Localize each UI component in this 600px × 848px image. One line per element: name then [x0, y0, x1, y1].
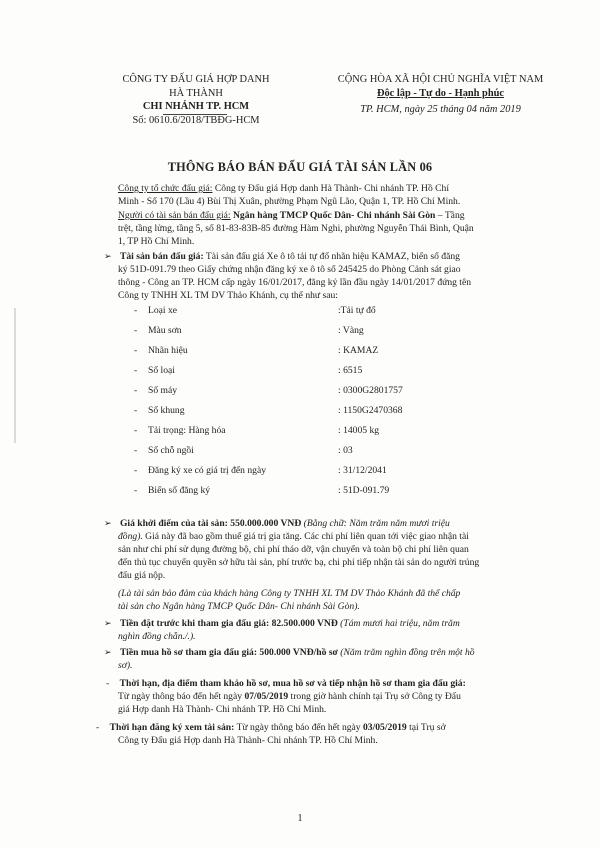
owner-label: Người có tài sản bán đấu giá: — [118, 210, 231, 221]
owner-line-1 — [118, 209, 465, 222]
price-line-5: đấu giá nộp. — [118, 570, 166, 581]
asset-line-4: Công ty TNHH XL TM DV Thảo Khánh, cụ thể như sau: — [118, 290, 338, 301]
price-line-4: đến thủ tục chuyển quyền sở hữu tài sản, phí trước bạ, chi phí tiếp nhận tài sản do người trúng — [118, 557, 480, 568]
note-line-2: tài sản cho Ngân hàng TMCP Quốc Dân- Chi nhánh Sài Gòn). — [118, 601, 360, 612]
timeframe-line-3: giá Hợp danh Hà Thành- Chi nhánh TP. Hồ Chí Minh. — [118, 704, 327, 715]
org-text: Công ty Đấu giá Hợp danh Hà Thành- Chi nhánh TP. Hồ Chí — [212, 183, 450, 194]
spec-value: : 6515 — [338, 365, 363, 376]
asset-line-3: thông - Công an TP. HCM cấp ngày 16/01/2017, đăng ký lần đầu ngày 14/01/2017 đứng tên — [118, 277, 472, 288]
owner-line-3: 1, TP Hồ Chí Minh. — [118, 236, 195, 247]
national-header — [318, 73, 563, 117]
arrow-bullet-icon: ➢ — [104, 648, 112, 658]
spec-list: - Loại xe :Tải tự đổ - Màu sơn : Vàng - Nhãn hiệu : KAMAZ - Số loại : 6515 - Số máy : 0300G2801757 - Số khung : 1150G2470368 - Tải trọng: Hàng hóa : 14005 kg - Số chỗ ngồi : 03 - Đăng ký xe có giá trị đến ngày : 31/12/2041 - Biển số đăng ký : 51D-091.79 — [134, 305, 403, 496]
owner-line-2: trệt, tầng lửng, tầng 5, số 81-83-83B-85 đường Hàm Nghi, phường Nguyễn Thái Bình, Quận — [118, 223, 474, 234]
viewing-line-1: - Thời hạn đăng ký xem tài sản: Từ ngày thông báo đến hết ngày 03/05/2019 tại Trụ sở — [96, 722, 446, 733]
spec-label: Đăng ký xe có giá trị đến ngày — [148, 465, 267, 476]
asset-text: Tài sản đấu giá Xe ô tô tải tự đổ nhãn hiệu KAMAZ, biển số đăng — [203, 251, 460, 262]
dash-bullet: - — [106, 678, 110, 689]
timeframe-label: Thời hạn, địa điểm tham khảo hồ sơ, mua hồ sơ và tiếp nhận hồ sơ tham gia đấu giá: — [119, 678, 466, 689]
deposit-line-2: nghìn đồng chẵn./.). — [118, 631, 196, 642]
note-line-1: (Là tài sản bảo đảm của khách hàng Công ty TNHH XL TM DV Thảo Khánh đã thế chấp — [118, 588, 461, 599]
national-title: CỘNG HÒA XÃ HỘI CHỦ NGHĨA VIỆT NAM — [337, 74, 544, 85]
org-line-1 — [118, 182, 449, 195]
document-number: Số: 0610.6/2018/TBĐG-HCM — [132, 114, 260, 126]
page-number: 1 — [297, 813, 303, 824]
spec-value: : 03 — [338, 445, 353, 456]
spec-label: Loại xe — [148, 305, 178, 316]
fee-words: (Năm trăm nghìn đồng trên một hồ — [337, 647, 475, 658]
fee-line-1 — [104, 646, 475, 660]
spec-label: Tải trọng: Hàng hóa — [148, 425, 226, 436]
spec-label: Biển số đăng ký — [148, 485, 211, 496]
national-motto: Độc lập - Tự do - Hạnh phúc — [376, 87, 504, 99]
arrow-bullet-icon: ➢ — [104, 619, 112, 629]
price-words: (Bằng chữ: Năm trăm năm mươi triệu — [301, 518, 450, 529]
asset-line-2: ký 51D-091.79 theo Giấy chứng nhận đăng ký xe ô tô số 245425 do Phòng Cảnh sát giao — [118, 264, 461, 275]
deposit-words: (Tám mươi hai triệu, năm trăm — [337, 618, 460, 629]
spec-value: : 31/12/2041 — [338, 465, 387, 476]
owner-name: Ngân hàng TMCP Quốc Dân- Chi nhánh Sài Gòn — [230, 210, 436, 221]
deposit-label: Tiền đặt trước khi tham gia đấu giá: 82.500.000 VNĐ — [119, 618, 338, 629]
issuer-branch: CHI NHÁNH TP. HCM — [142, 101, 250, 112]
fee-line-2: sơ). — [118, 660, 133, 671]
arrow-bullet-icon: ➢ — [104, 252, 112, 262]
spec-value: : 0300G2801757 — [338, 385, 403, 396]
spec-label: Số chỗ ngồi — [148, 445, 194, 456]
fee-label: Tiền mua hồ sơ tham gia đấu giá: 500.000 VNĐ/hồ sơ — [119, 647, 338, 658]
spec-value: : 1150G2470368 — [338, 405, 403, 416]
page-title: THÔNG BÁO BÁN ĐẤU GIÁ TÀI SẢN LẦN 06 — [167, 160, 433, 174]
viewing-deadline: 03/05/2019 — [363, 722, 407, 733]
timeframe-line-2: Từ ngày thông báo đến hết ngày 07/05/2019 trong giờ hành chính tại Trụ sở Công ty Đấu — [118, 691, 461, 702]
viewing-label: Thời hạn đăng ký xem tài sản: — [109, 722, 235, 733]
price-label: Giá khởi điểm của tài sản: 550.000.000 VNĐ — [119, 518, 302, 529]
spec-label: Số khung — [148, 405, 185, 416]
spec-value: : 51D-091.79 — [338, 485, 390, 496]
spec-label: Màu sơn — [148, 325, 182, 336]
org-label: Công ty tổ chức đấu giá: — [118, 183, 213, 194]
price-line-3: sản như chi phí sử dụng đường bộ, chi phí tháo dỡ, vận chuyển và toàn bộ chi phí liên quan — [118, 544, 469, 555]
asset-label: Tài sản bán đấu giá: — [119, 251, 204, 262]
timeframe-line-1 — [106, 677, 466, 690]
spec-value: : Vàng — [338, 325, 364, 336]
spec-label: Nhãn hiệu — [148, 345, 188, 356]
seal-mark — [14, 308, 32, 443]
issuer-company-line2: HÀ THÀNH — [169, 87, 223, 99]
viewing-line-2: Công ty Đấu giá Hợp danh Hà Thành- Chi nhánh TP. Hồ Chí Minh. — [118, 735, 378, 746]
issuer-company: CÔNG TY ĐẤU GIÁ HỢP DANH — [122, 74, 270, 85]
org-line-2: Minh - Số 170 (Lầu 4) Bùi Thị Xuân, phường Phạm Ngũ Lão, Quận 1, TP. Hồ Chí Minh. — [118, 196, 461, 207]
spec-value: : KAMAZ — [338, 345, 379, 356]
spec-label: Số loại — [148, 365, 175, 376]
issuer-block — [96, 73, 296, 127]
issuer-divider — [163, 114, 227, 115]
price-line-2: đồng). Giá này đã bao gồm thuế giá trị gia tăng. Các chi phí liên quan tới việc giao nhận tài — [118, 531, 469, 542]
spec-value: : 14005 kg — [338, 425, 380, 436]
owner-tail: – Tầng — [435, 210, 465, 221]
arrow-bullet-icon: ➢ — [104, 519, 112, 529]
spec-value: :Tải tự đổ — [338, 305, 376, 316]
timeframe-deadline: 07/05/2019 — [244, 691, 289, 702]
dash-bullet: - — [96, 722, 100, 733]
document-date: TP. HCM, ngày 25 tháng 04 năm 2019 — [360, 104, 521, 115]
spec-label: Số máy — [148, 385, 178, 396]
